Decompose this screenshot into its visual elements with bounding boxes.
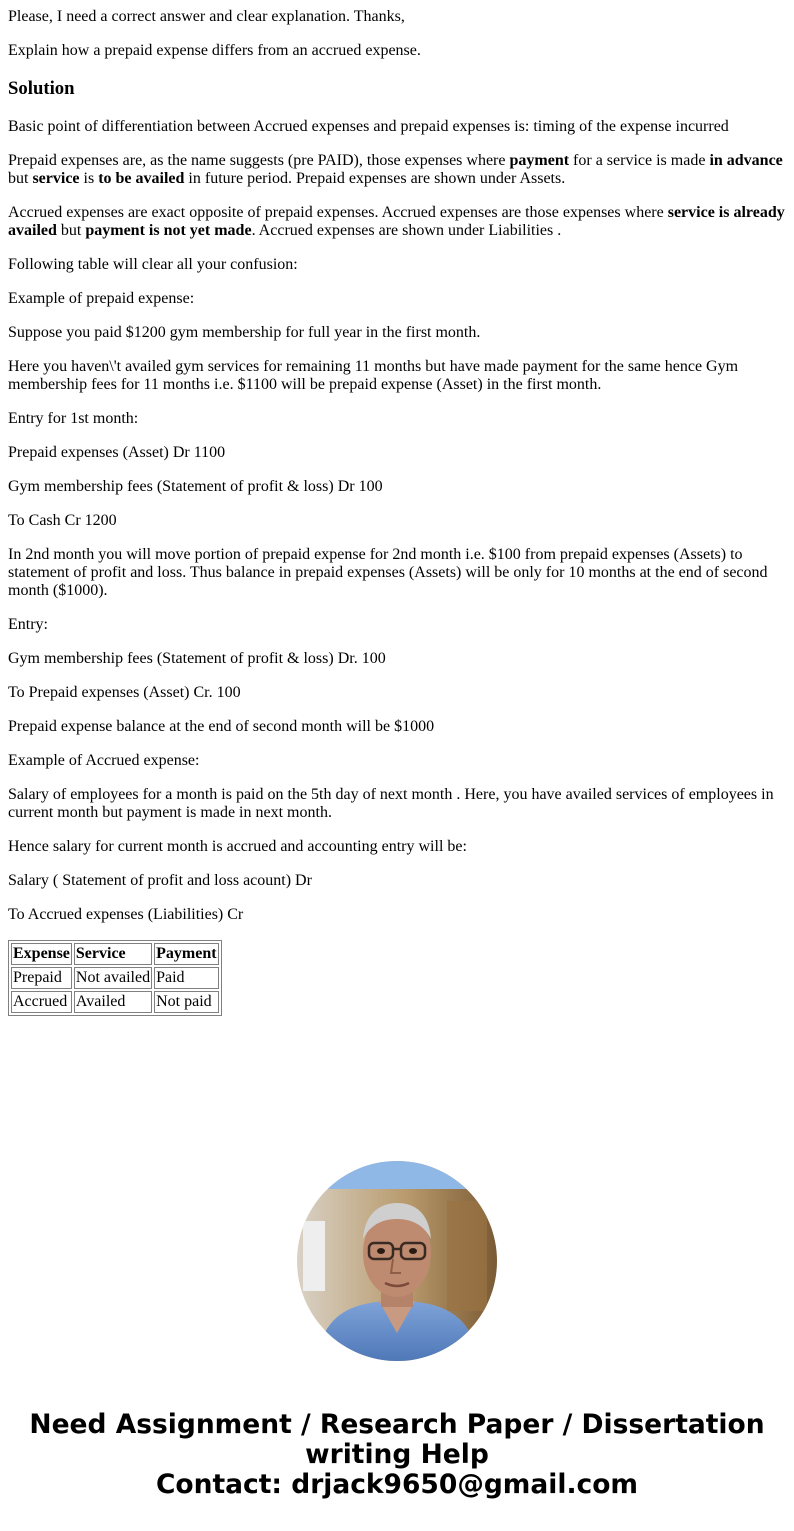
paragraph: Hence salary for current month is accrued and accounting entry will be: <box>8 838 467 855</box>
footer-contact: Contact: drjack9650@gmail.com <box>155 1469 639 1500</box>
paragraph: Gym membership fees (Statement of profit & loss) Dr 100 <box>8 478 383 495</box>
paragraph: Salary of employees for a month is paid on the 5th day of next month . Here, you have availed services of employees in current month but payment is made in next month. <box>8 786 774 821</box>
paragraph: Entry: <box>8 616 48 633</box>
promo-footer <box>0 1410 794 1500</box>
solution-heading: Solution <box>8 78 75 99</box>
paragraph: Following table will clear all your confusion: <box>8 256 298 273</box>
table-cell: Availed <box>74 991 152 1013</box>
table-cell: Paid <box>154 967 218 989</box>
prepaid-definition: Prepaid expenses are, as the name suggests (pre PAID), those expenses where payment for a service is made in advance but service is to be availed in future period. Prepaid expenses are shown under Assets. <box>8 152 783 187</box>
accrued-definition: Accrued expenses are exact opposite of prepaid expenses. Accrued expenses are those expenses where service is already availed but payment is not yet made. Accrued expenses are shown under Liabilities . <box>8 204 785 239</box>
table-row <box>11 991 219 1013</box>
author-avatar <box>297 1161 497 1361</box>
table-row <box>11 967 219 989</box>
table-header-cell: Payment <box>154 943 218 965</box>
paragraph: To Cash Cr 1200 <box>8 512 117 529</box>
paragraph: Prepaid expense balance at the end of second month will be $1000 <box>8 718 435 735</box>
paragraph: Gym membership fees (Statement of profit & loss) Dr. 100 <box>8 650 386 667</box>
question-intro: Please, I need a correct answer and clear explanation. Thanks, <box>8 8 405 25</box>
paragraph: Entry for 1st month: <box>8 410 139 427</box>
table-header-row <box>11 943 219 965</box>
paragraph: Prepaid expenses (Asset) Dr 1100 <box>8 444 226 461</box>
table-cell: Not availed <box>74 967 152 989</box>
table-cell: Accrued <box>11 991 72 1013</box>
footer-line: writing Help <box>305 1439 489 1470</box>
comparison-table <box>8 940 222 1016</box>
basic-point-paragraph: Basic point of differentiation between Accrued expenses and prepaid expenses is: timing of the expense incurred <box>8 118 729 135</box>
paragraph: Example of prepaid expense: <box>8 290 195 307</box>
paragraph: Salary ( Statement of profit and loss acount) Dr <box>8 872 312 889</box>
paragraph: To Prepaid expenses (Asset) Cr. 100 <box>8 684 241 701</box>
author-portrait-image <box>297 1161 497 1361</box>
table-cell: Prepaid <box>11 967 72 989</box>
paragraph: Example of Accrued expense: <box>8 752 200 769</box>
paragraph: Suppose you paid $1200 gym membership for full year in the first month. <box>8 324 481 341</box>
paragraph: To Accrued expenses (Liabilities) Cr <box>8 906 244 923</box>
paragraph: Here you haven\'t availed gym services for remaining 11 months but have made payment for the same hence Gym membership fees for 11 months i.e. $1100 will be prepaid expense (Asset) in the first month. <box>8 358 739 393</box>
table-cell: Not paid <box>154 991 218 1013</box>
question-text: Explain how a prepaid expense differs from an accrued expense. <box>8 42 421 59</box>
table-header-cell: Service <box>74 943 152 965</box>
footer-line: Need Assignment / Research Paper / Dissertation <box>29 1409 765 1440</box>
document-body <box>0 8 794 1016</box>
table-header-cell: Expense <box>11 943 72 965</box>
paragraph: In 2nd month you will move portion of prepaid expense for 2nd month i.e. $100 from prepaid expenses (Assets) to statement of profit and loss. Thus balance in prepaid expenses (Assets) will be only for 10 months at the end of second month ($1000). <box>8 546 768 599</box>
